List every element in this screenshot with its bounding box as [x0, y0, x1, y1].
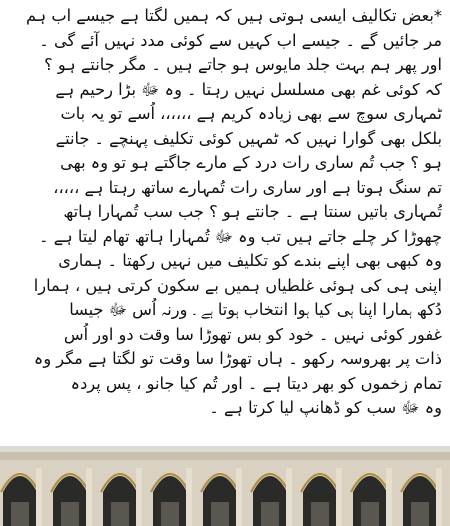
column — [186, 468, 192, 526]
text-line: مر جائیں گے ۔ جیسے اب کہیں سے کوئی مدد نہیں آئے گی ۔ — [39, 30, 442, 50]
inner-pillar — [261, 502, 279, 526]
column — [386, 468, 392, 526]
post-text — [8, 4, 442, 421]
text-line: بلکل بھی گوارا نہیں کہ ٹمہیں کوئی تکلیف پہنچے ۔ جانتے — [55, 128, 442, 148]
text-line: ہو ؟ جب تُم ساری رات درد کے مارے جاگتے ہو تو وہ بھی — [60, 153, 442, 172]
text-line: وہ کبھی بھی اپنے بندے کو تکلیف میں نہیں رکھتا ۔ ہماری — [58, 251, 442, 270]
text-line: غفور کوئی نہیں ۔ خود کو بس تھوڑا سا وقت دو اور اُس — [63, 324, 442, 344]
text-line: ذات پر بھروسہ رکھو ۔ ہاں تھوڑا سا وقت تو لگتا ہے مگر وہ — [33, 349, 442, 368]
text-line: کہ کوئی غم بھی مسلسل نہیں رہتا ۔ وہ ﷻ بڑا رحیم ہے — [55, 79, 442, 99]
inner-pillar — [61, 502, 79, 526]
inner-pillar — [311, 502, 329, 526]
text-line: تم سنگ ہوتا ہے اور ساری رات تُمہارے ساتھ رہتا ہے ،،،،، — [53, 177, 442, 197]
text-line: اور پھر ہم بہت جلد مایوس ہو جاتے ہیں ۔ مگر جانتے ہو ؟ — [44, 55, 442, 74]
cornice — [0, 452, 450, 460]
text-line: تُمہاری باتیں سنتا ہے ۔ جانتے ہو ؟ جب سب تُمہارا ہاتھ — [63, 202, 442, 221]
inner-pillar — [11, 502, 29, 526]
column — [336, 468, 342, 526]
inner-pillar — [161, 502, 179, 526]
text-line: ٹمہاری سوچ سے بھی زیادہ کریم ہے ،،،،،، اُسے تو یہ بات — [60, 104, 442, 123]
inner-pillar — [361, 502, 379, 526]
column — [236, 468, 242, 526]
mosque-arches-photo — [0, 446, 450, 526]
inner-pillar — [411, 502, 429, 526]
text-line: *بعض تکالیف ایسی ہوتی ہیں کہ ہمیں لگتا ہے جیسے اب ہم — [26, 6, 442, 25]
column — [136, 468, 142, 526]
text-line: اپنی ہی کی ہوئی غلطیاں ہمیں بے سکون کرتی ہیں ، ہمارا — [33, 275, 442, 295]
text-line: تمام زخموں کو بھر دیتا ہے ۔ اور تُم کیا جانو ، پس پردہ — [70, 373, 442, 393]
column — [286, 468, 292, 526]
column — [436, 468, 442, 526]
column — [36, 468, 42, 526]
text-line: چھوڑا کر چلے جاتے ہیں تب وہ ﷻ تُمہارا ہاتھ تھام لیتا ہے ۔ — [39, 226, 442, 246]
text-line: وہ ﷻ سب کو ڈھانپ لیا کرتا ہے ۔ — [209, 398, 442, 417]
arches-illustration — [0, 446, 450, 526]
text-line: دُکھ ہمارا اپنا ہی کیا ہوا انتخاب ہوتا ہے ۔ ورنہ اُس ﷻ جیسا — [69, 300, 442, 319]
inner-pillar — [111, 502, 129, 526]
column — [86, 468, 92, 526]
inner-pillar — [211, 502, 229, 526]
